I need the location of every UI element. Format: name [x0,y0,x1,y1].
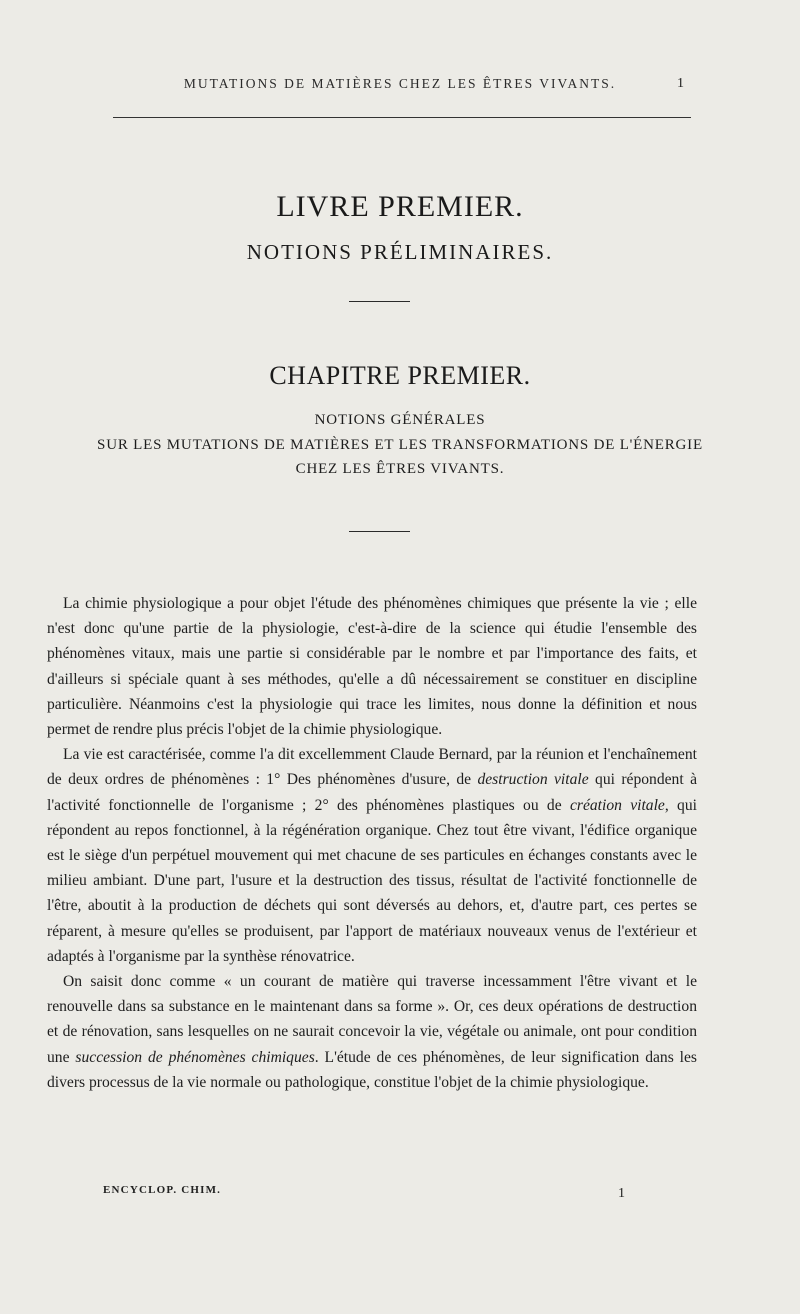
book-subtitle: NOTIONS PRÉLIMINAIRES. [246,240,554,264]
signature-mark: ENCYCLOP. CHIM. [103,1184,222,1196]
signature-number: 1 [618,1186,625,1201]
chapter-subtitle-line-2: SUR LES MUTATIONS DE MATIÈRES ET LES TRANSFORMATIONS DE L'ÉNERGIE [97,437,703,453]
italic-term: création vitale [569,796,665,814]
chapter-subtitle-line-3: CHEZ LES ÊTRES VIVANTS. [295,461,505,477]
chapter-title: CHAPITRE PREMIER. [269,361,531,390]
divider-rule [349,531,410,532]
italic-term: destruction vitale [477,771,589,789]
body-text [47,591,697,1095]
paragraph-1: La chimie physiologique a pour objet l'étude des phénomènes chimiques que présente la vie ; elle n'est donc qu'une partie de la physiologie, c'est-à-dire de la science qui étudie l'ensemble des phénomènes vitaux, mais une partie si considérable par le nombre et par l'importance des faits, et d'ailleurs si spéciale quant à ses méthodes, qu'elle a dû nécessairement se constituer en discipline particulière. Néanmoins c'est la physiologie qui trace les limites, nous donne la définition et nous permet de rendre plus précis l'objet de la chimie physiologique. [47,595,697,739]
page-number: 1 [677,76,684,91]
divider-rule [349,301,410,302]
paragraph-3: On saisit donc comme « un courant de matière qui traverse incessamment l'être vivant et le renouvelle dans sa substance en le maintenant dans sa forme ». Or, ces deux opérations de destruction et de rénovation, sans lesquelles on ne saurait concevoir la vie, végétale ou animale, ont pour condition une succession de phénomènes chimiques. L'étude de ces phénomènes, de leur signification dans les divers processus de la vie normale ou pathologique, constitue l'objet de la chimie physiologique. [47,973,697,1091]
italic-term: succession de phénomènes chimiques [75,1048,315,1066]
chapter-subtitle-line-1: NOTIONS GÉNÉRALES [314,412,486,428]
book-title: LIVRE PREMIER. [276,190,524,223]
running-head: MUTATIONS DE MATIÈRES CHEZ LES ÊTRES VIVANTS. [183,76,617,91]
header-rule [113,117,691,118]
paragraph-2: La vie est caractérisée, comme l'a dit excellemment Claude Bernard, par la réunion et l'enchaînement de deux ordres de phénomènes : 1° Des phénomènes d'usure, de destruction vitale qui répondent à l'activité fonctionnelle de l'organisme ; 2° des phénomènes plastiques ou de création vitale, qui répondent au repos fonctionnel, à la régénération organique. Chez tout être vivant, l'édifice organique est le siège d'un perpétuel mouvement qui met chacune de ses particules en échanges constants avec le milieu ambiant. D'une part, l'usure et la destruction des tissus, résultat de l'activité fonctionnelle de l'être, aboutit à la production de déchets qui sont déversés au dehors, et, d'autre part, ces pertes se réparent, à mesure qu'elles se produisent, par l'apport de matériaux nouveaux venus de l'extérieur et adaptés à l'organisme par la synthèse rénovatrice. [47,746,697,965]
